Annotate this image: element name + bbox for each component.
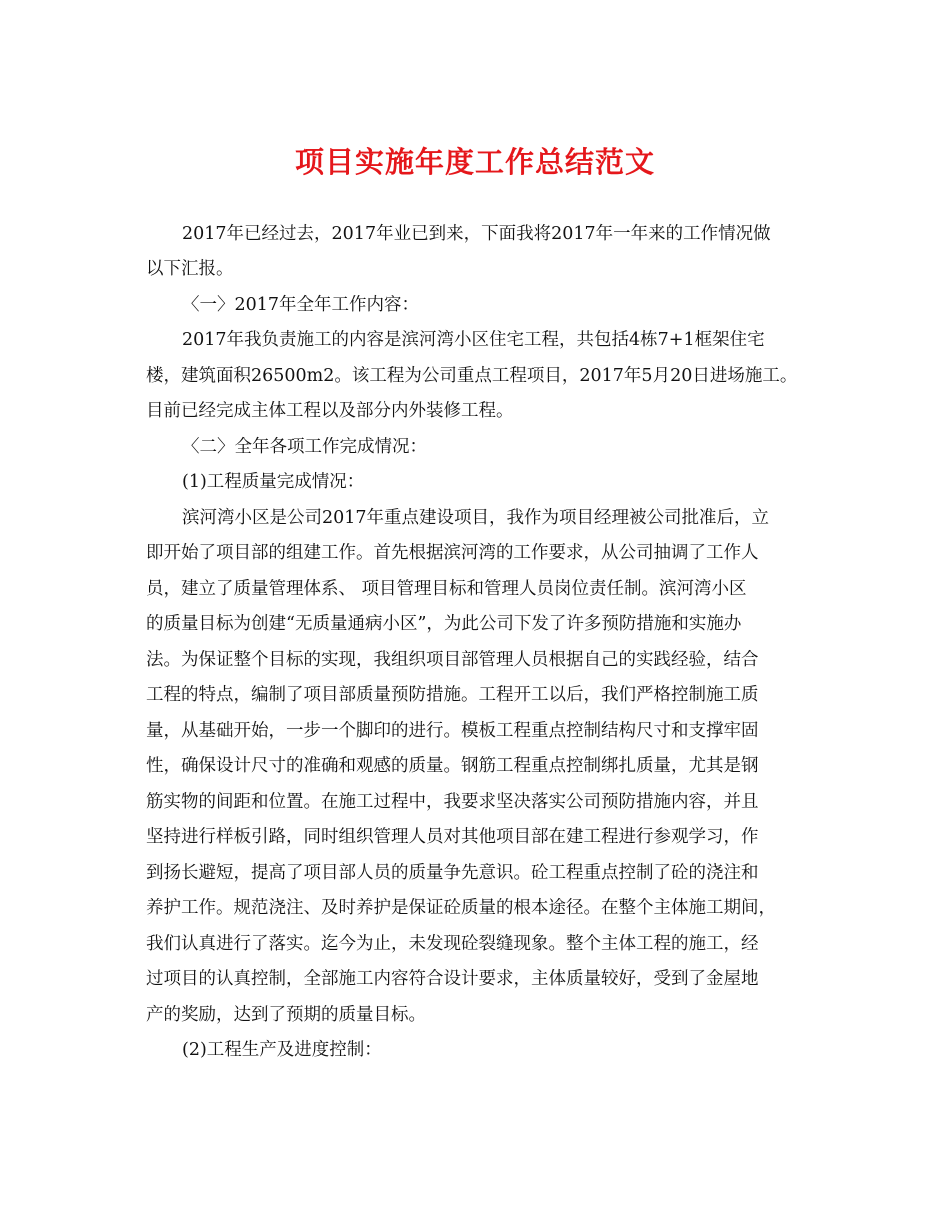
paragraph-line: 工程的特点，编制了项目部质量预防措施。工程开工以后，我们严格控制施工质 [146, 685, 759, 705]
paragraph-line: 到扬长避短，提高了项目部人员的质量争先意识。砼工程重点控制了砼的浇注和 [146, 863, 759, 883]
paragraph-line: 我们认真进行了落实。迄今为止，未发现砼裂缝现象。整个主体工程的施工，经 [146, 934, 759, 954]
paragraph-line: 即开始了项目部的组建工作。首先根据滨河湾的工作要求，从公司抽调了工作人 [146, 543, 759, 563]
paragraph-line: 滨河湾小区是公司2017年重点建设项目，我作为项目经理被公司批准后，立 [182, 508, 770, 528]
paragraph-line: 以下汇报。 [146, 259, 234, 279]
section-heading: 〈一〉2017年全年工作内容： [182, 295, 420, 315]
document-title: 项目实施年度工作总结范文 [294, 145, 655, 179]
paragraph-line: 性，确保设计尺寸的准确和观感的质量。钢筋工程重点控制绑扎质量，尤其是钢 [146, 756, 759, 776]
paragraph-line: 目前已经完成主体工程以及部分内外装修工程。 [146, 401, 514, 421]
paragraph-line: 坚持进行样板引路，同时组织管理人员对其他项目部在建工程进行参观学习，作 [146, 827, 759, 847]
section-heading: 〈二〉全年各项工作完成情况： [182, 437, 427, 457]
paragraph-line: 量，从基础开始，一步一个脚印的进行。模板工程重点控制结构尺寸和支撑牢固 [146, 721, 759, 741]
paragraph-line: 过项目的认真控制，全部施工内容符合设计要求，主体质量较好，受到了金屋地 [146, 969, 759, 989]
paragraph-line: 的质量目标为创建“无质量通病小区”，为此公司下发了许多预防措施和实施办 [146, 614, 742, 634]
paragraph-line: 员，建立了质量管理体系、 项目管理目标和管理人员岗位责任制。滨河湾小区 [146, 579, 747, 599]
paragraph-line: 筋实物的间距和位置。在施工过程中，我要求坚决落实公司预防措施内容，并且 [146, 792, 759, 812]
paragraph-line: 法。为保证整个目标的实现，我组织项目部管理人员根据自己的实践经验，结合 [146, 650, 759, 670]
subsection-heading: (1)工程质量完成情况： [182, 472, 365, 492]
paragraph-line: 2017年我负责施工的内容是滨河湾小区住宅工程，共包括4栋7+1框架住宅 [182, 330, 765, 350]
paragraph-line: 2017年已经过去，2017年业已到来，下面我将2017年一年来的工作情况做 [182, 224, 771, 244]
paragraph-line: 楼，建筑面积26500m2。该工程为公司重点工程项目，2017年5月20日进场施工。 [146, 366, 798, 386]
subsection-heading: (2)工程生产及进度控制： [182, 1040, 382, 1060]
paragraph-line: 养护工作。规范浇注、及时养护是保证砼质量的根本途径。在整个主体施工期间， [146, 898, 776, 918]
paragraph-line: 产的奖励，达到了预期的质量目标。 [146, 1005, 426, 1025]
